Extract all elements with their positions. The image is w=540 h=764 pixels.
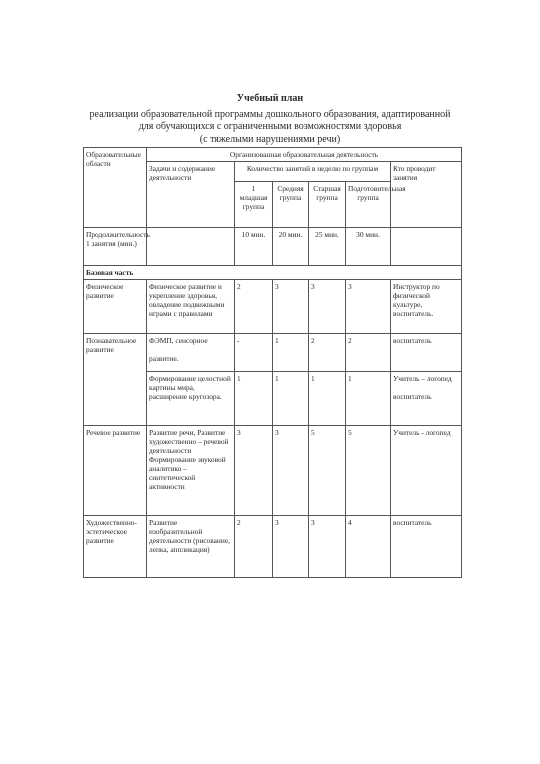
area-physical: Физическое развитие [84, 280, 147, 334]
cognitive-1-junior: - [235, 334, 273, 372]
header-organized-activity: Организованная образовательная деятельность [147, 148, 462, 162]
section-base-part: Базовая часть [84, 266, 462, 280]
header-group-middle: Средняя группа [273, 182, 309, 228]
area-art: Художественно-эстетическое развитие [84, 516, 147, 578]
document-title: Учебный план [236, 93, 304, 104]
cognitive-1-senior: 2 [309, 334, 346, 372]
tasks-cognitive-2: Формирование целостной картины мира, расширение кругозора. [147, 372, 235, 426]
header-areas: Образовательные области [84, 148, 147, 228]
cognitive-1-middle: 1 [273, 334, 309, 372]
area-cognitive: Познавательное развитие [84, 334, 147, 426]
duration-row [84, 228, 462, 266]
cognitive-1-preparatory: 2 [346, 334, 391, 372]
document-subtitle-line-2: для обучающихся с ограниченными возможностями здоровья [138, 121, 402, 132]
physical-senior: 3 [309, 280, 346, 334]
document-subtitle-line-1: реализации образовательной программы дошкольного образования, адаптированной [89, 109, 451, 120]
tasks-cognitive-1 [147, 334, 235, 372]
duration-preparatory: 30 мин. [346, 228, 391, 266]
header-lessons-count: Количество занятий в неделю по группам [235, 162, 391, 182]
physical-junior: 2 [235, 280, 273, 334]
table-row [84, 334, 462, 372]
cognitive-2-middle: 1 [273, 372, 309, 426]
tasks-art: Развитие изобразительной деятельности (рисование, лепка, аппликация) [147, 516, 235, 578]
area-speech: Речевое развитие [84, 426, 147, 516]
header-tasks: Задачи и содержание деятельности [147, 162, 235, 228]
cognitive-2-junior: 1 [235, 372, 273, 426]
who-art: воспитатель [391, 516, 462, 578]
who-speech: Учитель - логопед [391, 426, 462, 516]
tasks-physical: Физическое развитие и укрепление здоровья, овладение подвижными играми с правилами [147, 280, 235, 334]
curriculum-table [83, 147, 462, 578]
art-senior: 3 [309, 516, 346, 578]
header-group-senior: Старшая группа [309, 182, 346, 228]
art-preparatory: 4 [346, 516, 391, 578]
cognitive-2-senior: 1 [309, 372, 346, 426]
table-row [84, 426, 462, 516]
speech-preparatory: 5 [346, 426, 391, 516]
who-cognitive-2-line-b: воспитатель [393, 392, 432, 401]
document-subtitle-line-3: (с тяжелыми нарушениями речи) [199, 134, 341, 145]
table-row [84, 280, 462, 334]
duration-senior: 25 мин. [309, 228, 346, 266]
tasks-cognitive-1-line-b: развитие. [149, 354, 179, 363]
header-group-preparatory: Подготовительная группа [346, 182, 391, 228]
header-group-junior: 1 младшая группа [235, 182, 273, 228]
tasks-cognitive-1-line-a: ФЭМП, сенсорное [149, 336, 208, 345]
duration-junior: 10 мин. [235, 228, 273, 266]
header-row-1 [84, 148, 462, 162]
art-middle: 3 [273, 516, 309, 578]
duration-empty-cell [147, 228, 235, 266]
physical-preparatory: 3 [346, 280, 391, 334]
section-row [84, 266, 462, 280]
who-cognitive-2 [391, 372, 462, 426]
who-physical: Инструктор по физической культуре, воспитатель. [391, 280, 462, 334]
who-cognitive-1: воспитатель [391, 334, 462, 372]
speech-middle: 3 [273, 426, 309, 516]
physical-middle: 3 [273, 280, 309, 334]
cognitive-2-preparatory: 1 [346, 372, 391, 426]
art-junior: 2 [235, 516, 273, 578]
who-cognitive-2-line-a: Учитель – логопед [393, 374, 452, 383]
duration-middle: 20 мин. [273, 228, 309, 266]
duration-label: Продолжительность 1 занятия (мин.) [84, 228, 147, 266]
duration-who-empty [391, 228, 462, 266]
tasks-speech: Развитие речи, Развитие художественно – речевой деятельности Формирование звуковой аналитико – синтетической активности [147, 426, 235, 516]
table-row [84, 516, 462, 578]
speech-senior: 5 [309, 426, 346, 516]
speech-junior: 3 [235, 426, 273, 516]
header-who-conducts: Кто проводит занятия [391, 162, 462, 228]
